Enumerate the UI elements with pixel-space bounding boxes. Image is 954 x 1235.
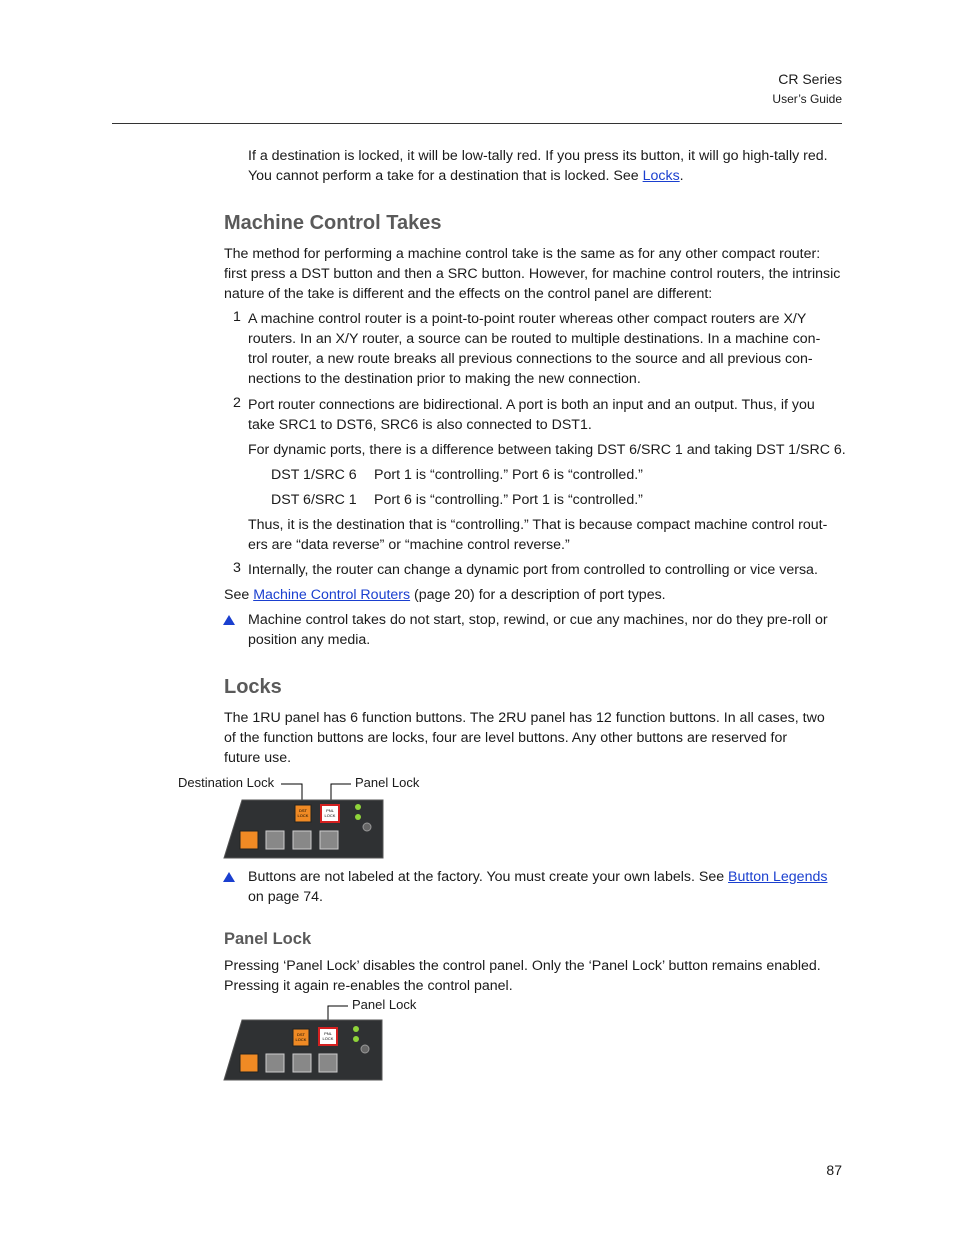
button-legend-note (248, 867, 848, 907)
green-led (355, 804, 361, 810)
pnl-lock-label: PNL (326, 808, 334, 813)
explanation-line: ers are “data reverse” or “machine control reverse.” (248, 537, 570, 553)
dst-lock-label: LOCK (295, 1037, 307, 1042)
explanation-line: Thus, it is the destination that is “controlling.” That is because compact machine control rout- (248, 517, 828, 533)
running-header-subtitle: User’s Guide (772, 92, 842, 106)
machine-control-note (248, 610, 848, 650)
locks-line: The 1RU panel has 6 function buttons. The 2RU panel has 12 function buttons. In all cases, two (224, 710, 825, 726)
pnl-lock-label: LOCK (322, 1036, 334, 1041)
level-button (266, 1054, 284, 1072)
table-key: DST 6/SRC 1 (271, 492, 357, 508)
note-text: Buttons are not labeled at the factory. You must create your own labels. See (248, 869, 729, 885)
table-value: Port 1 is “controlling.” Port 6 is “controlled.” (374, 467, 643, 483)
locks-line: future use. (224, 750, 292, 766)
see-text-end: (page 20) for a description of port types. (410, 587, 666, 603)
list-item-1-line: nections to the destination prior to making the new connection. (248, 371, 641, 387)
green-led (353, 1026, 359, 1032)
list-number-2: 2 (233, 395, 241, 411)
destination-lock-callout: Destination Lock (178, 775, 275, 790)
panel-lock-leader-line (331, 784, 351, 802)
list-item-1 (248, 309, 848, 389)
see-text: See (224, 587, 254, 603)
green-led (353, 1036, 359, 1042)
list-item-1-line: A machine control router is a point-to-point router whereas other compact routers are X/Y (248, 311, 807, 327)
note-line: Machine control takes do not start, stop, rewind, or cue any machines, nor do they pre-roll or (248, 612, 828, 628)
panel-lock-callout-2: Panel Lock (352, 997, 417, 1012)
list-item-1-line: trol router, a new route breaks all previous connections to the source and all previous con- (248, 351, 813, 367)
list-item-2-line: take SRC1 to DST6, SRC6 is also connected to DST1. (248, 417, 592, 433)
list-item-2-line: Port router connections are bidirectional. A port is both an input and an output. Thus, if you (248, 397, 815, 413)
list-number-3: 3 (233, 560, 241, 576)
speaker-icon (361, 1045, 369, 1053)
panel-lock-line: Pressing ‘Panel Lock’ disables the control panel. Only the ‘Panel Lock’ button remains enabled. (224, 958, 821, 974)
level-button (320, 831, 338, 849)
level-button (319, 1054, 337, 1072)
header-rule (112, 123, 842, 124)
intro-text: If a destination is locked, it will be low-tally red. If you press its button, it will go high-tally red. You cannot perform a take for a destination that is locked. See (248, 148, 828, 184)
list-item-2 (248, 395, 848, 435)
control-panel-figure-2 (222, 1002, 387, 1082)
speaker-icon (363, 823, 371, 831)
note-text-end: on page 74. (248, 889, 323, 905)
panel-lock-callout: Panel Lock (355, 775, 420, 790)
note-triangle-icon (223, 615, 235, 625)
machine-control-paragraph: The method for performing a machine control take is the same as for any other compact router: first press a DST button and then a SRC button. However, for machine control routers, the intrinsic nature of the take is different and the effects on the control panel are different: (224, 246, 841, 302)
list-item-3: Internally, the router can change a dynamic port from controlled to controlling or vice versa. (248, 562, 818, 578)
panel-lock-line: Pressing it again re-enables the control panel. (224, 978, 513, 994)
dst-lock-label: DST (299, 808, 307, 813)
running-header-title: CR Series (778, 71, 842, 87)
green-led (355, 814, 361, 820)
locks-paragraph (224, 708, 844, 768)
machine-control-routers-link[interactable]: Machine Control Routers (253, 587, 411, 603)
see-port-types (224, 585, 844, 605)
locks-link[interactable]: Locks (642, 168, 680, 184)
intro-paragraph (248, 146, 842, 186)
machine-control-heading: Machine Control Takes (224, 212, 442, 234)
level-button (293, 1054, 311, 1072)
button-legends-link[interactable]: Button Legends (728, 869, 828, 885)
list-item-1-line: routers. In an X/Y router, a source can be routed to multiple destinations. In a machine con- (248, 331, 821, 347)
dst-lock-label: DST (297, 1032, 305, 1037)
level-button-orange (240, 831, 258, 849)
page-number: 87 (826, 1162, 842, 1178)
panel-lock-heading: Panel Lock (224, 930, 312, 948)
pnl-lock-label: PNL (324, 1031, 332, 1036)
locks-line: of the function buttons are locks, four are level buttons. Any other buttons are reserved for (224, 730, 788, 746)
level-button-orange (240, 1054, 258, 1072)
level-button (266, 831, 284, 849)
level-button (293, 831, 311, 849)
dest-lock-leader-line (281, 784, 302, 802)
list-number-1: 1 (233, 309, 241, 325)
intro-text-end: . (679, 168, 684, 184)
pnl-lock-label: LOCK (324, 813, 336, 818)
control-panel-figure (222, 780, 387, 860)
note-line: position any media. (248, 632, 371, 648)
dynamic-ports-note: For dynamic ports, there is a difference between taking DST 6/SRC 1 and taking DST 1/SRC 6. (248, 442, 846, 458)
table-value: Port 6 is “controlling.” Port 1 is “controlled.” (374, 492, 643, 508)
controlling-explanation (248, 515, 848, 555)
table-key: DST 1/SRC 6 (271, 467, 357, 483)
panel-lock-paragraph (224, 956, 844, 996)
note-triangle-icon (223, 872, 235, 882)
dst-lock-label: LOCK (297, 813, 309, 818)
locks-heading: Locks (224, 676, 282, 698)
